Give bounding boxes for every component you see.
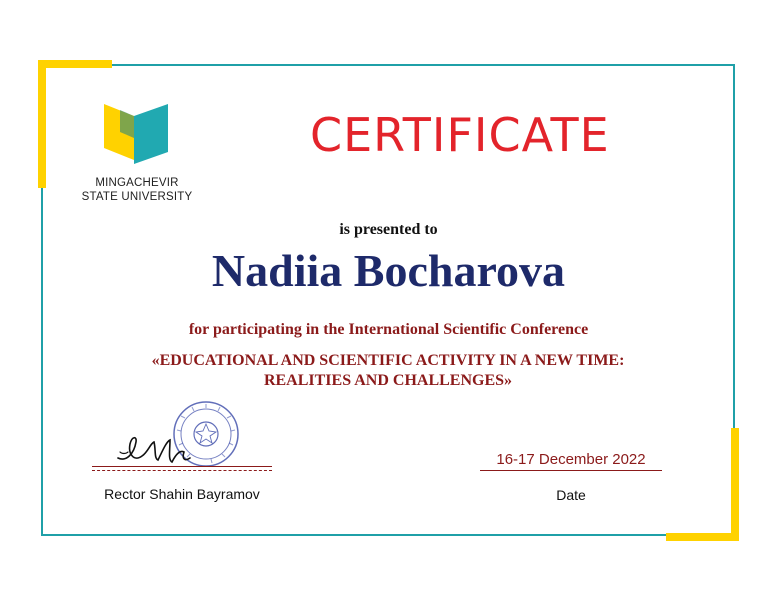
- corner-accent-top-left-vertical: [38, 60, 46, 188]
- conference-title-line1: «EDUCATIONAL AND SCIENTIFIC ACTIVITY IN A NEW TIME:: [151, 352, 625, 369]
- rector-signature-line-underline: [92, 470, 272, 471]
- conference-title-line2: REALITIES AND CHALLENGES»: [263, 372, 513, 389]
- university-name-line1: MINGACHEVIR: [95, 177, 179, 189]
- presented-text: is presented to: [339, 221, 438, 238]
- university-logo-icon: [104, 98, 168, 166]
- date-value: 16-17 December 2022: [496, 451, 646, 468]
- date-label: Date: [556, 487, 586, 503]
- rector-signature-line: [92, 466, 272, 467]
- date-line: [480, 470, 662, 471]
- corner-accent-bottom-right: [666, 533, 739, 541]
- rector-label: Rector Shahin Bayramov: [104, 486, 260, 502]
- university-name-line2: STATE UNIVERSITY: [81, 191, 193, 203]
- university-name: [68, 176, 206, 204]
- recipient-name: Nadiia Bocharova: [211, 245, 566, 296]
- participation-text: for participating in the International Scientific Conference: [188, 321, 589, 338]
- conference-title: [88, 351, 688, 391]
- corner-accent-top-left: [38, 60, 112, 68]
- corner-accent-bottom-right-vertical: [731, 428, 739, 540]
- certificate-title: CERTIFICATE: [310, 108, 610, 162]
